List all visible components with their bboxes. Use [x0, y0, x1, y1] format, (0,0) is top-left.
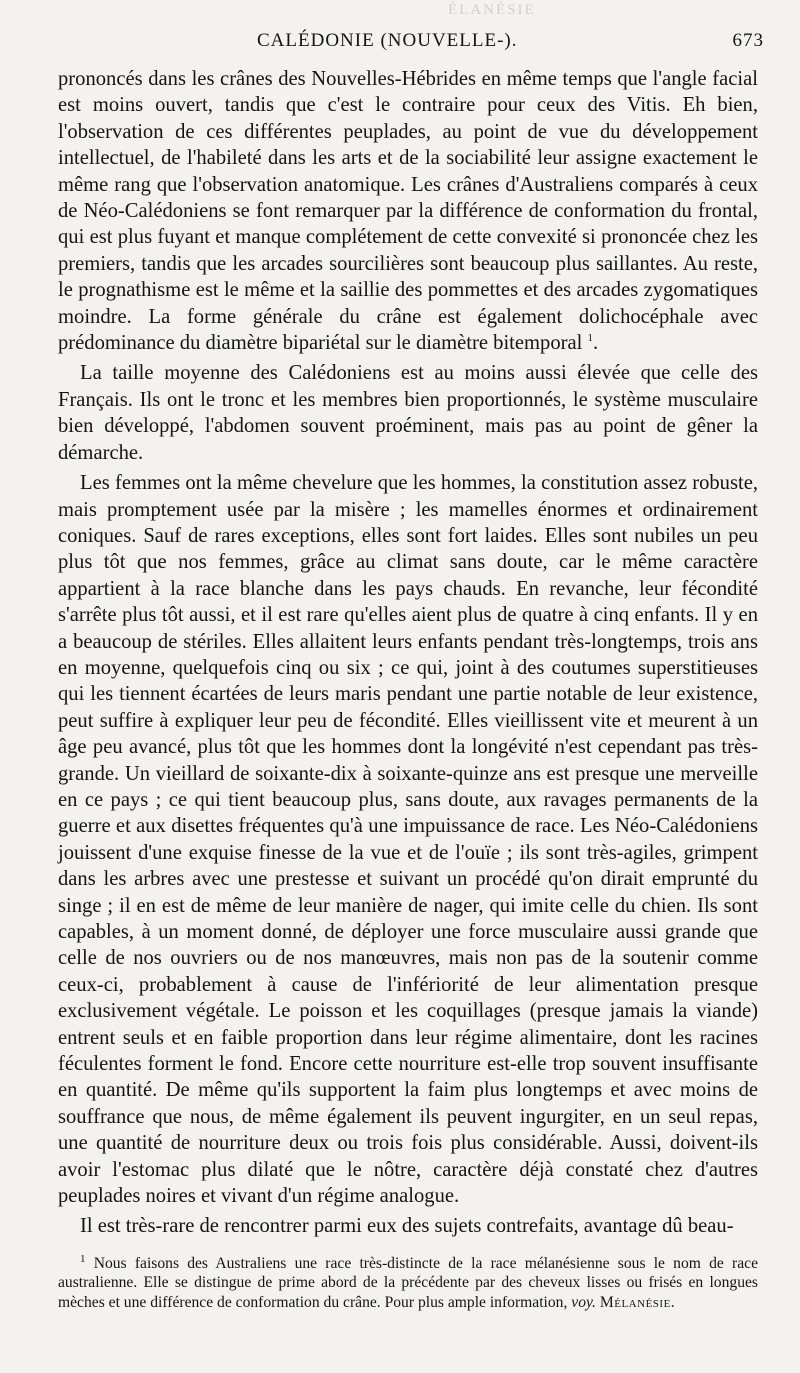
paragraph-2: La taille moyenne des Calédoniens est au moins aussi élevée que celle des Français. Ils ont le tronc et les membres bien proportionnés, le système musculaire bien développé, l'abdomen souvent proéminent, mais pas au point de gêner la démarche. [58, 362, 758, 464]
paragraph-1-text: prononcés dans les crânes des Nouvelles-Hébrides en même temps que l'angle facial est moins ouvert, tandis que c'est le contraire pour ceux des Vitis. Eh bien, l'observation de ces différentes peuplades, au point de vue du développement intellectuel, de l'habileté dans les arts et de la sociabilité leur assigne exactement le même rang que l'observation anatomique. Les crânes d'Australiens comparés à ceux de Néo-Calédoniens se font remarquer par la différence de conformation du frontal, qui est plus fuyant et manque complétement de cette convexité si prononcée chez les premiers, tandis que les arcades sourcilières sont beaucoup plus saillantes. Au reste, le prognathisme est le même et la saillie des pommettes et des arcades zygomatiques moindre. La forme générale du crâne est également dolichocéphale avec prédominance du diamètre bipariétal sur le diamètre bitemporal [58, 68, 758, 355]
paragraph-1: prononcés dans les crânes des Nouvelles-Hébrides en même temps que l'angle facial est moins ouvert, tandis que c'est le contraire pour ceux des Vitis. Eh bien, l'observation de ces différentes peuplades, au point de vue du développement intellectuel, de l'habileté dans les arts et de la sociabilité leur assigne exactement le même rang que l'observation anatomique. Les crânes d'Australiens comparés à ceux de Néo-Calédoniens se font remarquer par la différence de conformation du frontal, qui est plus fuyant et manque complétement de cette convexité si prononcée chez les premiers, tandis que les arcades sourcilières sont beaucoup plus saillantes. Au reste, le prognathisme est le même et la saillie des pommettes et des arcades zygomatiques moindre. La forme générale du crâne est également dolichocéphale avec prédominance du diamètre bipariétal sur le diamètre bitemporal $^1$. [58, 68, 758, 355]
footnotes [58, 1254, 758, 1312]
footnote-reference: 1 [587, 332, 594, 345]
show-through-heading: ÉLANÉSIE [448, 2, 536, 18]
footnote-marker: 1 [80, 1252, 86, 1265]
page-number: 673 [732, 30, 764, 51]
body-text [58, 66, 758, 1240]
paragraph-3: Les femmes ont la même chevelure que les hommes, la constitution assez robuste, mais promptement usée par la misère ; les mamelles énormes et ordinairement coniques. Sauf de rares exceptions, elles sont fort laides. Elles sont nubiles un peu plus tôt que nos femmes, grâce au climat sans doute, car le même caractère appartient à la race blanche dans les pays chauds. En revanche, leur fécondité s'arrête plus tôt aussi, et il est rare qu'elles aient plus de quatre à cinq enfants. Il y en a beaucoup de stériles. Elles allaitent leurs enfants pendant très-longtemps, trois ans en moyenne, quelquefois cinq ou six ; ce qui, joint à des coutumes superstitieuses qui les tiennent écartées de leurs maris pendant une partie notable de leur existence, peut suffire à expliquer leur peu de fécondité. Elles vieillissent vite et meurent à un âge peu avancé, plus tôt que les hommes dont la longévité n'est cependant pas très-grande. Un vieillard de soixante-dix à soixante-quinze ans est presque une merveille en ce pays ; ce qui tient beaucoup plus, sans doute, aux ravages permanents de la guerre et aux disettes fréquentes qu'à une impuissance de race. Les Néo-Calédoniens jouissent d'une exquise finesse de la vue et de l'ouïe ; ils sont très-agiles, grimpent dans les arbres avec une prestesse et suivant un procédé qu'on dirait emprunté du singe ; il en est de même de leur manière de nager, qui imite celle du chien. Ils sont capables, à un moment donné, de déployer une force musculaire aussi grande que celle de nos ouvriers ou de nos manœuvres, mais non pas de la soutenir comme ceux-ci, probablement à cause de l'infériorité de leur alimentation presque exclusivement végétale. Le poisson et les coquillages (presque jamais la viande) entrent seuls et en faible proportion dans leur régime alimentaire, dont les racines féculentes forment le fond. Encore cette nourriture est-elle trop souvent insuffisante en quantité. De même qu'ils supportent la faim plus longtemps et avec moins de souffrance que nous, de même également ils peuvent ingurgiter, en un seul repas, une quantité de nourriture deux ou trois fois plus considérable. Aussi, doivent-ils avoir l'estomac plus dilaté que le nôtre, caractère déjà constaté chez d'autres peuplades noires et vivant d'un régime analogue. [58, 472, 758, 1208]
footnote-ref-prefix: voy. [571, 1293, 596, 1311]
book-page [58, 0, 764, 1373]
footnote-1 [58, 1254, 758, 1312]
page-title: CALÉDONIE (NOUVELLE-). [257, 30, 518, 51]
paragraph-4: Il est très-rare de rencontrer parmi eux des sujets contrefaits, avantage dû beau- [80, 1215, 734, 1238]
running-head [58, 30, 764, 56]
footnote-text: Nous faisons des Australiens une race très-distincte de la race mélanésienne sous le nom de race australienne. Elle se distingue de prime abord de la précédente par des cheveux lisses ou frisés en longues mèches et une différence de conformation du crâne. Pour plus ample information, [58, 1255, 758, 1311]
footnote-ref-target: Mélanésie. [599, 1293, 676, 1311]
